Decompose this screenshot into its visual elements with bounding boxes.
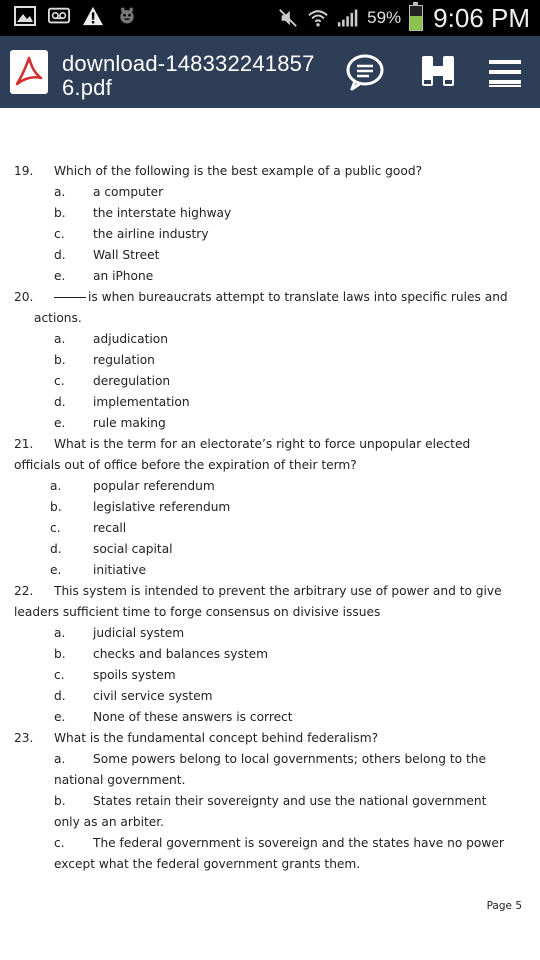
voicemail-icon: [48, 6, 70, 26]
option-letter: b.: [54, 647, 66, 661]
question-number: 21.: [14, 437, 34, 451]
comment-icon: [345, 52, 385, 92]
app-bar: [0, 36, 540, 108]
document-title: [62, 52, 332, 100]
option-text: popular referendum: [93, 479, 215, 493]
question-text-line1: What is the term for an electorate’s right to force unpopular elected: [54, 437, 471, 451]
option-text: judicial system: [93, 626, 185, 640]
option-text: a computer: [93, 185, 164, 199]
option-letter: b.: [54, 353, 66, 367]
option-text: adjudication: [93, 332, 168, 346]
question-text-line1: is when bureaucrats attempt to translate laws into specific rules and: [88, 290, 508, 304]
battery-icon: [409, 5, 423, 31]
question-text-line2: officials out of office before the expiration of their term?: [14, 458, 357, 472]
question-number: 20.: [14, 290, 34, 304]
option-text: the interstate highway: [93, 206, 232, 220]
wifi-icon: [307, 8, 329, 28]
comment-button[interactable]: [345, 52, 385, 92]
document-title-line1: download-148332241857: [62, 51, 315, 76]
option-letter: d.: [50, 542, 62, 556]
page-number: Page 5: [486, 900, 522, 912]
option-letter: e.: [54, 710, 66, 724]
option-text: spoils system: [93, 668, 176, 682]
option-letter: e.: [54, 269, 66, 283]
option-letter: d.: [54, 248, 66, 262]
status-left: [14, 6, 138, 26]
option-text: deregulation: [93, 374, 171, 388]
option-letter: e.: [50, 563, 62, 577]
option-text-line2: except what the federal government grants them.: [54, 857, 361, 871]
option-text-line1: States retain their sovereignty and use the national government: [93, 794, 487, 808]
question-number: 23.: [14, 731, 34, 745]
question-number: 19.: [14, 164, 34, 178]
battery-level-fill: [410, 16, 422, 30]
question-text: What is the fundamental concept behind federalism?: [54, 731, 379, 745]
status-clock: 9:06 PM: [433, 2, 530, 33]
pdf-page[interactable]: [0, 108, 540, 960]
option-text: implementation: [93, 395, 190, 409]
option-letter: c.: [54, 668, 65, 682]
question-text-line1: This system is intended to prevent the arbitrary use of power and to give: [54, 584, 502, 598]
question-text: [54, 290, 508, 304]
option-text: regulation: [93, 353, 155, 367]
option-letter: a.: [54, 752, 66, 766]
option-letter: b.: [50, 500, 62, 514]
option-letter: a.: [54, 332, 66, 346]
option-text: civil service system: [93, 689, 213, 703]
option-letter: c.: [50, 521, 61, 535]
option-text: recall: [93, 521, 127, 535]
menu-button[interactable]: [485, 52, 525, 92]
notification-icon: [116, 6, 138, 26]
find-icon: [418, 52, 458, 92]
question-number: 22.: [14, 584, 34, 598]
option-text: rule making: [93, 416, 166, 430]
battery-percent: 59%: [367, 8, 402, 27]
option-text-line1: Some powers belong to local governments; others belong to the: [93, 752, 486, 766]
option-text: the airline industry: [93, 227, 209, 241]
document-title-line2: 6.pdf: [62, 75, 112, 100]
question-text-line2: leaders sufficient time to forge consensus on divisive issues: [14, 605, 381, 619]
option-text: social capital: [93, 542, 173, 556]
option-letter: a.: [50, 479, 62, 493]
option-letter: c.: [54, 227, 65, 241]
option-letter: a.: [54, 185, 66, 199]
gallery-icon: [14, 6, 36, 26]
option-text-line2: only as an arbiter.: [54, 815, 165, 829]
option-text: an iPhone: [93, 269, 154, 283]
option-letter: c.: [54, 374, 65, 388]
warning-icon: [82, 6, 104, 26]
option-text-line1: The federal government is sovereign and the states have no power: [93, 836, 504, 850]
signal-icon: [337, 8, 359, 28]
question-text-line2: actions.: [34, 311, 82, 325]
mute-icon: [277, 8, 299, 28]
option-text: legislative referendum: [93, 500, 231, 514]
option-letter: b.: [54, 794, 66, 808]
option-text: checks and balances system: [93, 647, 268, 661]
option-text-line2: national government.: [54, 773, 186, 787]
option-letter: d.: [54, 689, 66, 703]
question-text: Which of the following is the best example of a public good?: [54, 164, 423, 178]
answer-blank: [54, 297, 86, 298]
status-right: [277, 0, 530, 36]
option-letter: c.: [54, 836, 65, 850]
find-button[interactable]: [418, 52, 458, 92]
option-text: None of these answers is correct: [93, 710, 293, 724]
option-letter: a.: [54, 626, 66, 640]
option-text: initiative: [93, 563, 147, 577]
menu-icon: [485, 52, 525, 92]
option-letter: e.: [54, 416, 66, 430]
option-letter: d.: [54, 395, 66, 409]
pdf-app-icon[interactable]: [10, 50, 48, 94]
status-bar: [0, 0, 540, 36]
option-letter: b.: [54, 206, 66, 220]
option-text: Wall Street: [93, 248, 160, 262]
